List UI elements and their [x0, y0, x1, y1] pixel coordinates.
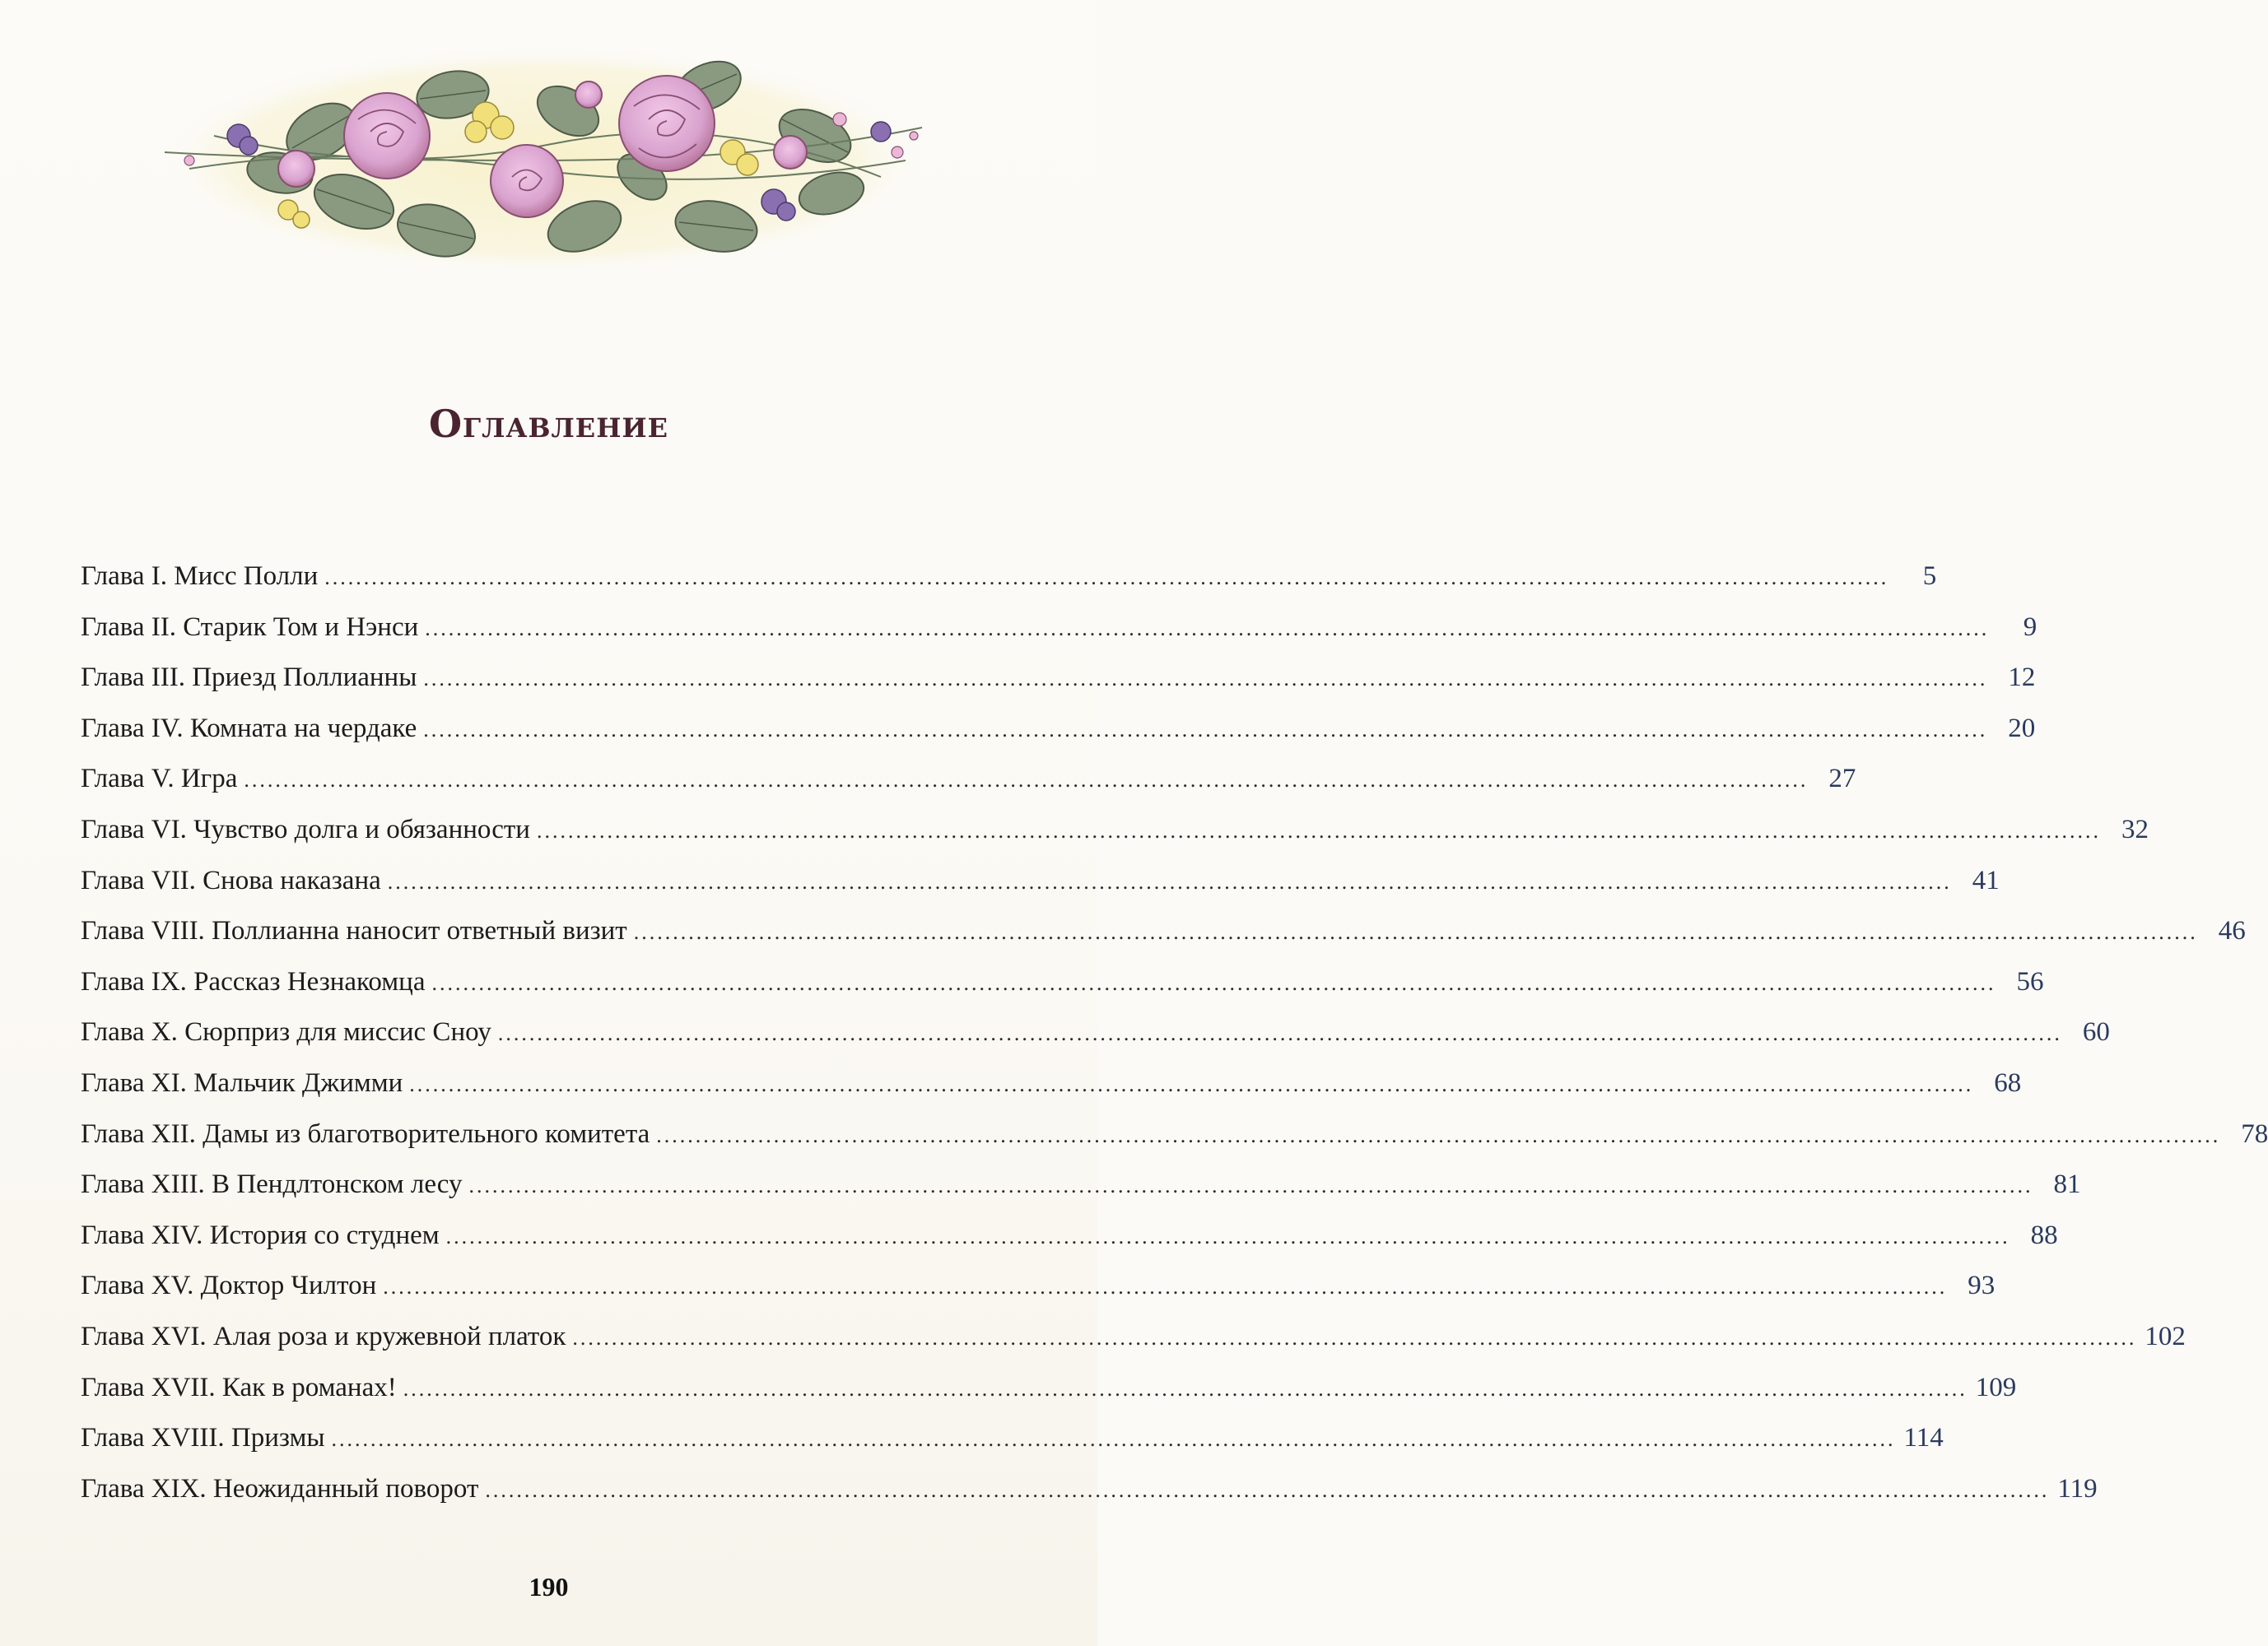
- toc-leader-dots: ........................................................................................................................................................................................................: [324, 565, 1889, 589]
- toc-leader-dots: ........................................................................................................................................................................................................: [468, 1174, 2033, 1198]
- toc-entry-page: 56: [2016, 966, 2044, 997]
- toc-heading: Оглавление: [428, 402, 669, 446]
- toc-entry-title: Глава V. Игра: [81, 764, 238, 794]
- toc-entry-page: 9: [2023, 611, 2037, 642]
- toc-leader-dots: ........................................................................................................................................................................................................: [485, 1477, 2050, 1502]
- page-number: 190: [529, 1572, 569, 1602]
- toc-entry-page: 68: [1994, 1067, 2022, 1098]
- toc-entry-title: Глава VI. Чувство долга и обязанности: [81, 814, 530, 844]
- toc-entry-title: Глава XIV. История со студнем: [81, 1220, 440, 1250]
- toc-entry[interactable]: [81, 1312, 2186, 1363]
- toc-entry[interactable]: [81, 1007, 2110, 1058]
- toc-entry[interactable]: [81, 653, 2036, 704]
- toc-entry-page: 41: [1972, 865, 2000, 895]
- toc-leader-dots: ........................................................................................................................................................................................................: [403, 1376, 1968, 1401]
- toc-entry-page: 114: [1903, 1423, 1944, 1453]
- toc-entry[interactable]: [81, 1109, 2268, 1160]
- toc-entry-title: Глава I. Мисс Полли: [81, 561, 319, 591]
- toc-entry-title: Глава XI. Мальчик Джимми: [81, 1067, 403, 1098]
- toc-entry-page: 60: [2082, 1017, 2110, 1048]
- toc-entry[interactable]: [81, 1363, 2017, 1414]
- toc-entry[interactable]: [81, 1413, 1944, 1464]
- floral-garland-icon: [140, 37, 947, 284]
- toc-leader-dots: ........................................................................................................................................................................................................: [423, 717, 1988, 742]
- toc-entry-title: Глава XVIII. Призмы: [81, 1423, 325, 1453]
- toc-leader-dots: ........................................................................................................................................................................................................: [633, 920, 2198, 945]
- toc-leader-dots: ........................................................................................................................................................................................................: [244, 768, 1809, 793]
- toc-entry-page: 20: [2008, 713, 2036, 743]
- toc-entry-title: Глава XV. Доктор Чилтон: [81, 1271, 377, 1301]
- toc-leader-dots: ........................................................................................................................................................................................................: [431, 970, 1996, 995]
- toc-leader-dots: ........................................................................................................................................................................................................: [572, 1325, 2137, 1350]
- toc-entry-page: 109: [1975, 1372, 2017, 1402]
- toc-entry-title: Глава XVII. Как в романах!: [81, 1372, 397, 1402]
- toc-entry-title: Глава XIX. Неожиданный поворот: [81, 1473, 479, 1504]
- toc-entry-page: 119: [2057, 1473, 2098, 1504]
- toc-entry-title: Глава III. Приезд Поллианны: [81, 663, 417, 693]
- toc-entry-title: Глава XII. Дамы из благотворительного комитета: [81, 1118, 650, 1149]
- toc-entry-title: Глава VIII. Поллианна наносит ответный визит: [81, 916, 627, 946]
- toc-entry[interactable]: [81, 551, 1937, 602]
- toc-entry[interactable]: [81, 754, 1856, 805]
- toc-leader-dots: ........................................................................................................................................................................................................: [656, 1123, 2221, 1147]
- toc-entry[interactable]: [81, 805, 2149, 856]
- toc-entry[interactable]: [81, 704, 2036, 755]
- toc-entry-page: 78: [2241, 1118, 2268, 1149]
- toc-entry[interactable]: [81, 1261, 1996, 1312]
- toc-entry-page: 102: [2145, 1321, 2186, 1351]
- toc-leader-dots: ........................................................................................................................................................................................................: [423, 667, 1988, 691]
- toc-entry-page: 32: [2121, 814, 2149, 844]
- toc-leader-dots: ........................................................................................................................................................................................................: [497, 1021, 2062, 1046]
- toc-leader-dots: ........................................................................................................................................................................................................: [536, 818, 2101, 843]
- table-of-contents: [81, 551, 2268, 1514]
- toc-entry[interactable]: [81, 1211, 2058, 1262]
- toc-entry[interactable]: [81, 1160, 2081, 1211]
- toc-entry-page: 81: [2053, 1169, 2081, 1200]
- toc-entry[interactable]: [81, 602, 2037, 653]
- toc-entry-title: Глава X. Сюрприз для миссис Сноу: [81, 1017, 491, 1048]
- toc-entry[interactable]: [81, 856, 2000, 907]
- toc-leader-dots: ........................................................................................................................................................................................................: [331, 1427, 1896, 1452]
- toc-leader-dots: ........................................................................................................................................................................................................: [445, 1224, 2010, 1248]
- toc-entry-page: 46: [2218, 916, 2246, 946]
- toc-entry-title: Глава II. Старик Том и Нэнси: [81, 611, 419, 642]
- toc-entry-title: Глава IX. Рассказ Незнакомца: [81, 966, 426, 997]
- toc-entry[interactable]: [81, 957, 2044, 1008]
- toc-leader-dots: ........................................................................................................................................................................................................: [383, 1275, 1948, 1300]
- toc-entry[interactable]: [81, 1464, 2098, 1515]
- toc-entry-title: Глава VII. Снова наказана: [81, 865, 381, 895]
- toc-entry-page: 12: [2008, 663, 2036, 693]
- toc-entry-page: 5: [1922, 561, 1937, 591]
- toc-entry[interactable]: [81, 1058, 2022, 1109]
- toc-entry[interactable]: [81, 906, 2246, 957]
- toc-entry-title: Глава XVI. Алая роза и кружевной платок: [81, 1321, 566, 1351]
- toc-entry-page: 27: [1828, 764, 1856, 794]
- toc-entry-title: Глава IV. Комната на чердаке: [81, 713, 417, 743]
- toc-leader-dots: ........................................................................................................................................................................................................: [425, 616, 1990, 640]
- toc-entry-page: 88: [2030, 1220, 2058, 1250]
- toc-entry-page: 93: [1968, 1271, 1996, 1301]
- toc-leader-dots: ........................................................................................................................................................................................................: [409, 1072, 1974, 1096]
- toc-leader-dots: ........................................................................................................................................................................................................: [387, 869, 1952, 894]
- toc-entry-title: Глава XIII. В Пендлтонском лесу: [81, 1169, 463, 1200]
